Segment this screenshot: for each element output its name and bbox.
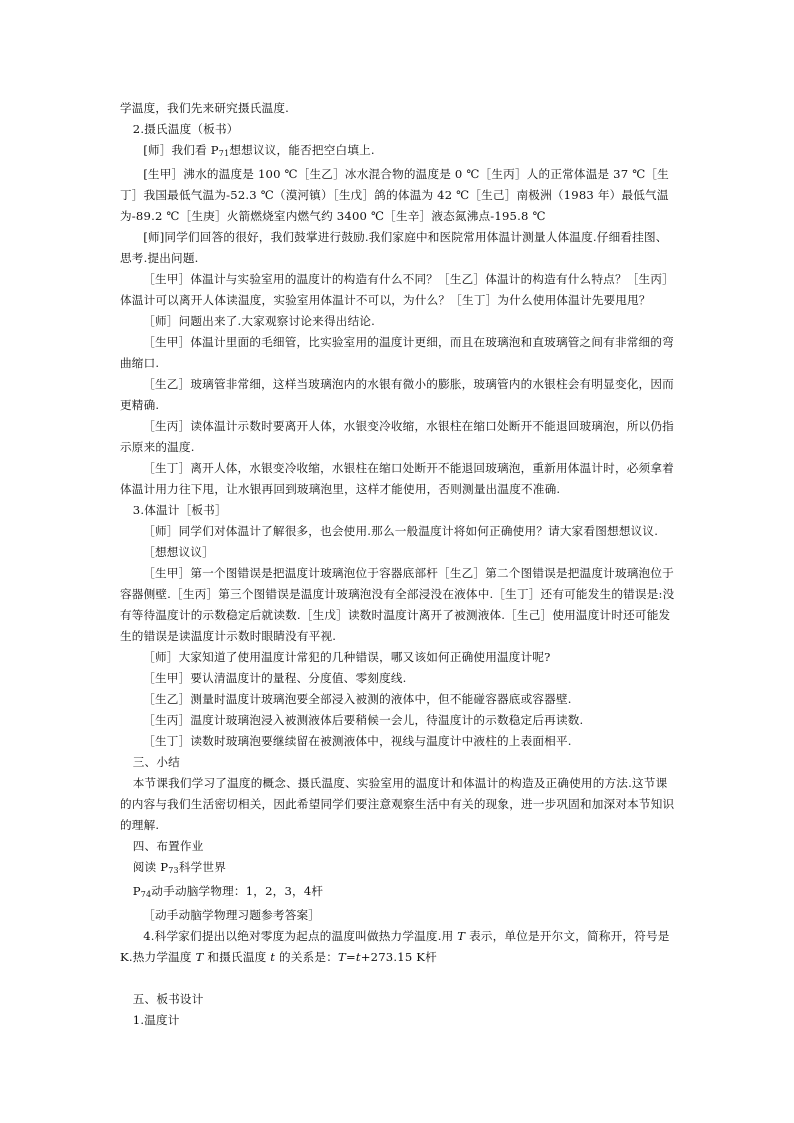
paragraph: 4.科学家们提出以绝对零度为起点的温度叫做热力学温度.用 T 表示，单位是开尔文，简称开，符号是 K.热力学温度 T 和摄氏温度 t 的关系是：T=t+273.15 K杆: [120, 929, 670, 964]
paragraph: ［生乙］测量时温度计玻璃泡要全部浸入被测的液体中，但不能碰容器底或容器壁.: [143, 692, 572, 706]
paragraph: [生甲］沸水的温度是 100 ℃［生乙］冰水混合物的温度是 0 ℃［生丙］人的正常体温是 37 ℃［生丁］我国最低气温为-52.3 ℃（漠河镇）［生戊］鸽的体温为 42 ℃［生己］南极洲（1983 年）最低气温为-89.2 ℃［生庚］火箭燃烧室内燃气约 3400 ℃［生辛］液态氮沸点-195.8 ℃: [120, 167, 669, 223]
paragraph: ［生乙］玻璃管非常细，这样当玻璃泡内的水银有微小的膨胀，玻璃管内的水银柱会有明显变化，因而更精确.: [120, 377, 674, 412]
paragraph: ［生甲］体温计与实验室用的温度计的构造有什么不同？［生乙］体温计的构造有什么特点？［生丙］体温计可以离开人体读温度，实验室用体温计不可以，为什么？［生丁］为什么使用体温计先要甩甩？: [120, 272, 674, 307]
paragraph: [师］我们看 $P_{71}$想想议议，能否把空白填上.: [143, 143, 375, 158]
section-heading: 五、板书设计: [132, 992, 204, 1006]
document-body: [120, 98, 676, 1031]
paragraph: ［生甲］体温计里面的毛细管，比实验室用的温度计更细，而且在玻璃泡和直玻璃管之间有非常细的弯曲缩口.: [120, 335, 674, 370]
paragraph: 1.温度计: [132, 1013, 180, 1027]
paragraph: ［生丙］温度计玻璃泡浸入被测液体后要稍候一会儿，待温度计的示数稳定后再读数.: [143, 713, 584, 727]
paragraph: 本节课我们学习了温度的概念、摄氏温度、实验室用的温度计和体温计的构造及正确使用的方法.这节课的内容与我们生活密切相关，因此希望同学们要注意观察生活中有关的现象，进一步巩固和加深对本节知识的理解.: [120, 776, 675, 832]
paragraph: ［生丁］离开人体，水银变冷收缩，水银柱在缩口处断开不能退回玻璃泡，重新用体温计时，必须拿着体温计用力往下甩，让水银再回到玻璃泡里，这样才能使用，否则测量出温度不准确.: [120, 461, 674, 496]
paragraph: 学温度，我们先来研究摄氏温度.: [120, 101, 289, 115]
paragraph: ［生甲］要认清温度计的量程、分度值、零刻度线.: [143, 671, 407, 685]
paragraph: ［生丁］读数时玻璃泡要继续留在被测液体中，视线与温度计中液柱的上表面相平.: [143, 734, 572, 748]
paragraph: ［动手动脑学物理习题参考答案］: [143, 908, 321, 922]
paragraph: $P_{74}$动手动脑学物理：1，2，3，4杆: [132, 884, 324, 899]
paragraph: 阅读 $P_{73}$科学世界: [132, 860, 227, 875]
paragraph: ［师］同学们对体温计了解很多，也会使用.那么一般温度计将如何正确使用？请大家看图想想议议.: [143, 524, 659, 538]
paragraph: ［生甲］第一个图错误是把温度计玻璃泡位于容器底部杆［生乙］第二个图错误是把温度计玻璃泡位于容器侧壁.［生丙］第三个图错误是温度计玻璃泡没有全部浸没在液体中.［生丁］还有可能发生的错误是:没有等待温度计的示数稳定后就读数.［生戊］读数时温度计离开了被测液体.［生己］使用温度计时还可能发生的错误是读温度计示数时眼睛没有平视.: [120, 566, 675, 643]
section-heading: 四、布置作业: [132, 839, 204, 853]
paragraph: [师]同学们回答的很好，我们鼓掌进行鼓励.我们家庭中和医院常用体温计测量人体温度.仔细看挂图、思考.提出问题.: [120, 230, 668, 265]
section-heading: 2.摄氏温度（板书）: [132, 122, 239, 136]
section-heading: 三、小结: [132, 755, 180, 769]
spacer: [120, 968, 676, 989]
paragraph: ［想想议议］: [143, 545, 214, 559]
paragraph: ［生丙］读体温计示数时要离开人体，水银变冷收缩，水银柱在缩口处断开不能退回玻璃泡，所以仍指示原来的温度.: [120, 419, 674, 454]
section-heading: 3.体温计［板书］: [132, 503, 227, 517]
paragraph: ［师］问题出来了.大家观察讨论来得出结论.: [143, 314, 376, 328]
paragraph: ［师］大家知道了使用温度计常犯的几种错误，哪又该如何正确使用温度计呢?: [143, 650, 551, 664]
